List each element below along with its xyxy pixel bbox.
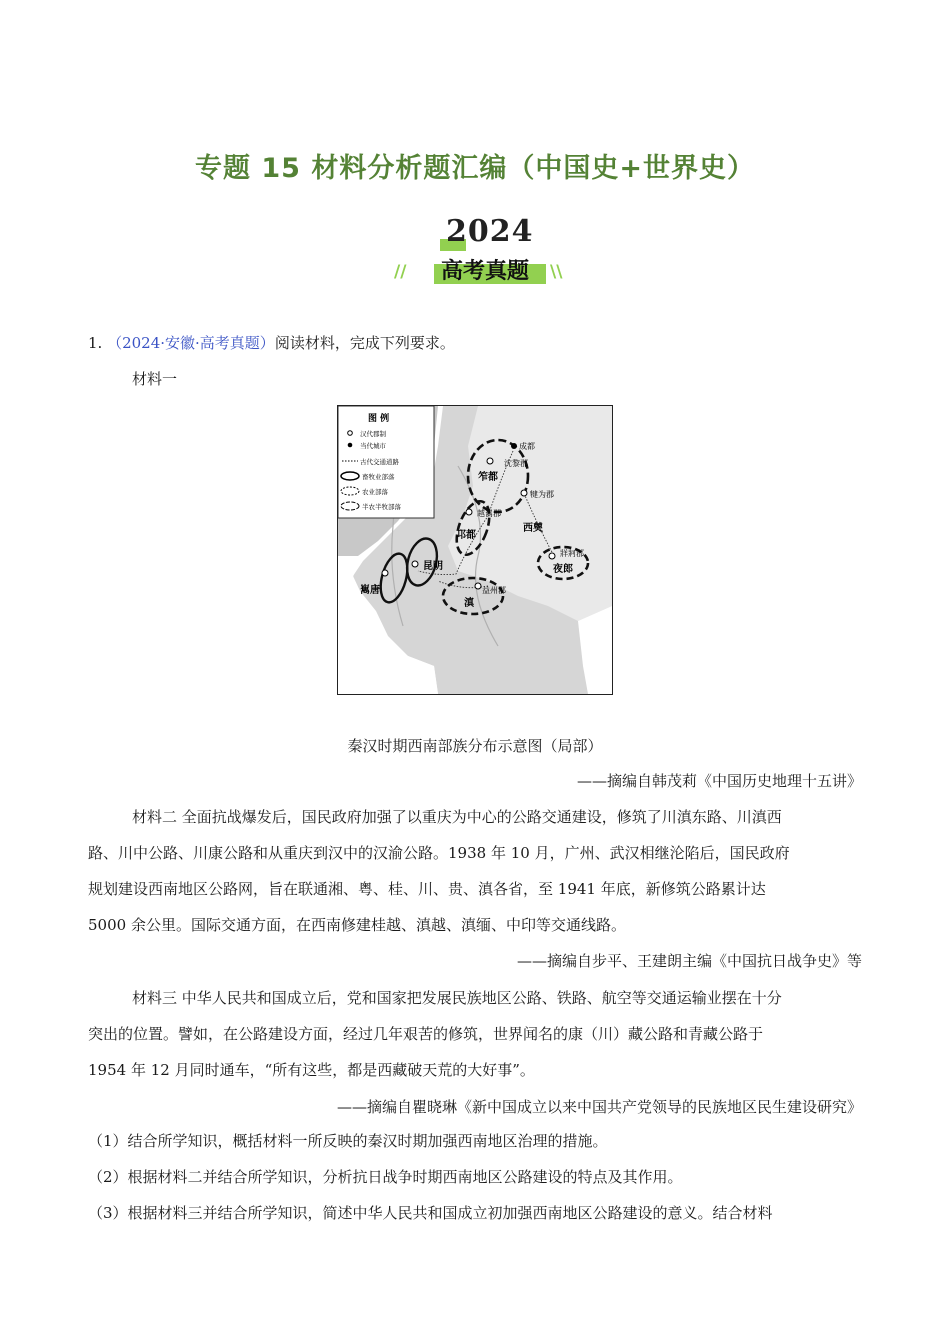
material3-line: 突出的位置。譬如，在公路建设方面，经过几年艰苦的修筑，世界闻名的康（川）藏公路和青藏公路于 — [88, 1025, 764, 1043]
exam-label: 高考真题 — [440, 259, 529, 284]
legend-title: 图 例 — [368, 414, 390, 424]
place-label: 笮都 — [478, 472, 498, 483]
place-label: 沈黎郡 — [504, 459, 528, 468]
material2-line: 路、川中公路、川康公路和从重庆到汉中的汉渝公路。1938 年 10 月，广州、武汉相继沦陷后，国民政府 — [88, 844, 790, 862]
place-label: 嶲唐 — [360, 585, 380, 596]
place-label: 滇 — [464, 598, 474, 609]
legend-item: 当代城市 — [360, 442, 386, 450]
map-source: ——摘编自韩茂莉《中国历史地理十五讲》 — [576, 772, 862, 790]
question-prompt: 阅读材料，完成下列要求。 — [274, 334, 455, 352]
material3-line: 1954 年 12 月同时通车，“所有这些，都是西藏破天荒的大好事”。 — [88, 1061, 535, 1079]
slash-decoration-right: \\ — [550, 262, 563, 282]
material3-line: 材料三 中华人民共和国成立后，党和国家把发展民族地区公路、铁路、航空等交通运输业摆在十分 — [132, 989, 782, 1007]
map-graphic — [338, 406, 612, 694]
material2-source: ——摘编自步平、王建朗主编《中国抗日战争史》等 — [516, 952, 862, 970]
sub-question: （2）根据材料二并结合所学知识，分析抗日战争时期西南地区公路建设的特点及其作用。 — [88, 1168, 683, 1186]
commandery-marker — [382, 570, 388, 576]
sub-question: （3）根据材料三并结合所学知识，简述中华人民共和国成立初加强西南地区公路建设的意义。结合材料 — [88, 1204, 773, 1222]
year-label: 2024 — [446, 214, 534, 249]
material1-label: 材料一 — [132, 370, 178, 388]
place-label: 夜郎 — [553, 564, 573, 575]
legend-item: 汉代郡制 — [360, 430, 386, 438]
place-label: 西僰 — [523, 523, 543, 534]
place-label: 昆明 — [423, 561, 443, 572]
year-badge — [394, 212, 563, 290]
city-icon — [348, 443, 353, 448]
map-caption: 秦汉时期西南部族分布示意图（局部） — [347, 737, 603, 755]
legend-item: 半农半牧部落 — [362, 503, 401, 511]
material2-line: 规划建设西南地区公路网，旨在联通湘、粤、桂、川、贵、滇各省，至 1941 年底，新修筑公路累计达 — [88, 880, 766, 898]
commandery-marker — [475, 583, 481, 589]
commandery-marker — [487, 458, 493, 464]
material3-source: ——摘编自瞿晓琳《新中国成立以来中国共产党领导的民族地区民生建设研究》 — [336, 1098, 862, 1116]
commandery-marker — [412, 561, 418, 567]
material2-line: 材料二 全面抗战爆发后，国民政府加强了以重庆为中心的公路交通建设，修筑了川滇东路、川滇西 — [132, 808, 782, 826]
commandery-marker — [521, 490, 527, 496]
city-marker — [511, 443, 517, 449]
commandery-marker — [466, 509, 472, 515]
legend-item: 农业部落 — [362, 488, 388, 496]
coast-region — [338, 556, 360, 621]
question-source: （2024·安徽·高考真题） — [107, 334, 275, 352]
place-label: 越嶲郡 — [477, 509, 501, 518]
legend-item: 古代交通道路 — [360, 458, 399, 466]
commandery-marker — [549, 553, 555, 559]
map-figure — [337, 405, 613, 695]
place-label: 成都 — [519, 442, 535, 451]
place-label: 益州郡 — [482, 586, 506, 595]
page-title: 专题 15 材料分析题汇编（中国史+世界史） — [195, 153, 755, 184]
question-number: 1. — [88, 334, 103, 352]
place-label: 牂牁郡 — [560, 549, 584, 558]
legend-item: 畜牧业部落 — [362, 473, 395, 481]
sub-question: （1）结合所学知识，概括材料一所反映的秦汉时期加强西南地区治理的措施。 — [88, 1132, 608, 1150]
question-header — [88, 332, 455, 354]
place-label: 邛都 — [456, 530, 476, 541]
material2-line: 5000 余公里。国际交通方面，在西南修建桂越、滇越、滇缅、中印等交通线路。 — [88, 916, 626, 934]
place-label: 犍为郡 — [530, 490, 554, 499]
slash-decoration-left: // — [394, 262, 407, 282]
commandery-icon — [348, 431, 353, 436]
